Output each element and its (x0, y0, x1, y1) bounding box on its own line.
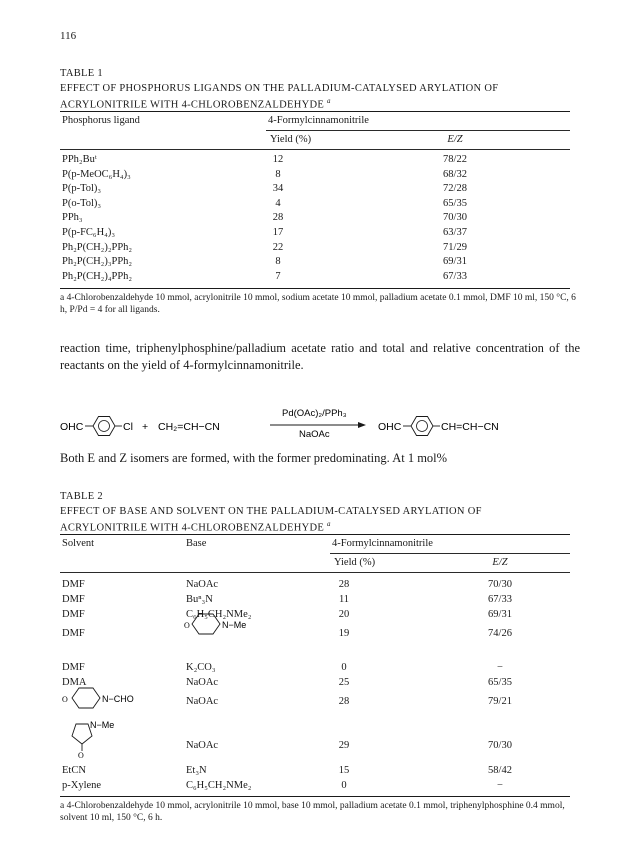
table1-cell-ligand: PPh₂Buᵗ (62, 154, 97, 165)
table1-bottom-rule (60, 288, 570, 289)
table1-col-ligand: Phosphorus ligand (62, 115, 140, 126)
table1-cell-ez: 63/37 (443, 227, 467, 238)
table1-cell-ligand: P(p-MeOC₆H₄)₃ (62, 168, 131, 180)
table2-cell-solvent: DMF (62, 662, 85, 673)
table1-col-group: 4-Formylcinnamonitrile (268, 115, 369, 126)
table2-col-ez: E/Z (492, 557, 508, 568)
table2-top-rule (60, 534, 570, 535)
table2-cell-base: NaOAc (186, 579, 219, 590)
table2-cell-ez: 67/33 (488, 594, 512, 605)
table2-cell-base: NaOAc (186, 740, 219, 751)
table1-cell-yield: 4 (275, 197, 281, 209)
table1-group-rule (266, 130, 570, 131)
table1-title-text: EFFECT OF PHOSPHORUS LIGANDS ON THE PALLADIUM-CATALYSED ARYLATION OF ACRYLONITRILE WITH 4-CHLOROBENZALDEHYDE (60, 83, 499, 111)
t2-struct-o-2: O (78, 751, 84, 758)
table1-title (60, 82, 570, 112)
benzene-ring-icon (411, 417, 433, 436)
table2-cell-ez: 65/35 (488, 677, 512, 688)
table1-cell-yield: 34 (272, 183, 284, 195)
paragraph-2: Both E and Z isomers are formed, with the former predominating. At 1 mol% (60, 451, 448, 465)
table2-cell-yield: 15 (338, 765, 350, 776)
table1-cell-ligand: Ph₂P(CH₂)₃PPh₂ (62, 256, 133, 268)
table1-col-ez: E/Z (447, 134, 463, 145)
table1-footnote: a 4-Chlorobenzaldehyde 10 mmol, acrylonitrile 10 mmol, sodium acetate 10 mmol, palladium acetate 0.1 mmol, DMF 10 ml, 150 °C, 6 h, P/Pd = 4 for all ligands. (60, 293, 576, 315)
table2-col-group: 4-Formylcinnamonitrile (332, 538, 433, 549)
table2-footnote: a 4-Chlorobenzaldehyde 10 mmol, acrylonitrile 10 mmol, base 10 mmol, palladium acetate 0.1 mmol, triphenylphosphine 0.4 mmol, solvent 10 ml, 150 °C, 6 h. (60, 801, 565, 823)
table2-cell-base: K₂CO₃ (186, 662, 216, 673)
paragraph-1: reaction time, triphenylphosphine/palladium acetate ratio and total and relative concentration of the reactants on the yield of 4-formylcinnamonitrile. (60, 341, 580, 372)
table2-cell-yield: 25 (338, 677, 350, 688)
table1-cell-yield: 22 (272, 241, 284, 253)
table1-cell-yield: 12 (272, 154, 284, 165)
table2-cell-yield: 28 (338, 579, 350, 590)
table2-cell-solvent: DMF (62, 628, 85, 639)
t2-struct-o-1: O (62, 695, 68, 704)
t2-struct-label-3: N−Me (90, 720, 115, 730)
table2-cell-ez: 58/42 (488, 765, 512, 776)
scheme-reactant1-right: Cl (123, 421, 133, 433)
table2-col-yield: Yield (%) (334, 557, 376, 568)
table2-group-rule (330, 553, 570, 554)
table2-label: TABLE 2 (60, 491, 103, 502)
table2-cell-ez: 70/30 (488, 740, 512, 751)
table1-top-rule (60, 111, 570, 112)
table2-cell-yield: 19 (338, 628, 350, 639)
table1-cell-yield: 17 (272, 227, 284, 238)
benzene-ring-icon (93, 417, 115, 436)
table2-cell-base: C₆H₅CH₂NMe₂ (186, 609, 252, 620)
table2-cell-solvent: EtCN (62, 765, 86, 776)
table2-col-solvent: Solvent (62, 538, 95, 549)
table2-cell-ez: − (497, 662, 503, 673)
morpholine-structure-icon (184, 610, 264, 638)
table2-cell-yield: 0 (341, 662, 347, 673)
scheme-reactant1-left: OHC (60, 421, 84, 433)
table2-cell-solvent: DMF (62, 609, 85, 620)
table2-cell-base: C₆H₅CH₂NMe₂ (186, 780, 252, 791)
scheme-product-right: CH=CH−CN (441, 421, 499, 433)
table2-col-base: Base (186, 538, 207, 549)
table2-cell-base: Et₃N (186, 765, 207, 776)
table1-header-rule (60, 149, 570, 150)
table1-cell-yield: 7 (275, 270, 281, 282)
formylmorpholine-structure-icon (60, 684, 150, 712)
scheme-reactant2: CH₂=CH−CN (158, 421, 220, 433)
table2-cell-solvent: DMF (62, 579, 85, 590)
table2-cell-yield: 0 (341, 780, 347, 791)
table2-cell-ez: 79/21 (488, 696, 512, 707)
table2-cell-solvent: DMA (62, 677, 87, 688)
table1-cell-ez: 71/29 (443, 241, 467, 253)
table2-cell-base: NaOAc (186, 696, 219, 707)
table2-cell-ez: − (497, 780, 503, 791)
n-methylpyrrolidone-structure-icon (60, 716, 150, 758)
table1-cell-ez: 78/22 (443, 154, 467, 165)
table1-col-yield: Yield (%) (270, 134, 312, 145)
table1-cell-ez: 70/30 (443, 212, 467, 224)
table1-cell-ligand: P(p-FC₆H₄)₃ (62, 227, 115, 238)
table2-header-rule (60, 572, 570, 573)
table2-cell-ez: 69/31 (488, 609, 512, 620)
table1-cell-ligand: PPh₃ (62, 212, 83, 224)
table1-cell-ligand: Ph₂P(CH₂)₄PPh₂ (62, 270, 133, 282)
table2-cell-base: Buⁿ₃N (186, 594, 213, 605)
page-number: 116 (60, 30, 77, 42)
svg-text:O: O (184, 621, 190, 630)
table2-bottom-rule (60, 796, 570, 797)
table2-title-text: EFFECT OF BASE AND SOLVENT ON THE PALLADIUM-CATALYSED ARYLATION OF ACRYLONITRILE WITH 4-CHLOROBENZALDEHYDE (60, 506, 482, 534)
reaction-scheme (60, 404, 580, 440)
table1-cell-yield: 8 (275, 256, 281, 268)
table2-title (60, 505, 570, 535)
table2-cell-yield: 28 (338, 696, 350, 707)
table2-cell-yield: 20 (338, 609, 350, 620)
table2-cell-yield: 29 (338, 740, 350, 751)
table1-title-note: a (327, 97, 331, 105)
table1-cell-ez: 67/33 (443, 270, 467, 282)
table1-cell-ez: 65/35 (443, 197, 467, 209)
table1-cell-yield: 8 (275, 168, 281, 180)
table1-cell-ez: 69/31 (443, 256, 467, 268)
table1-cell-yield: 28 (272, 212, 284, 224)
table2-cell-solvent: p-Xylene (62, 780, 102, 791)
table1-cell-ligand: P(p-Tol)₃ (62, 183, 102, 195)
table2-cell-solvent: DMF (62, 594, 85, 605)
table2-title-note: a (327, 520, 331, 528)
t2-struct-label-2: N−CHO (102, 694, 134, 704)
table2-cell-ez: 70/30 (488, 579, 512, 590)
table2-cell-ez: 74/26 (488, 628, 512, 639)
scheme-catalyst: Pd(OAc)₂/PPh₃ (282, 408, 347, 419)
scheme-product-left: OHC (378, 421, 402, 433)
table2-cell-yield: 11 (338, 594, 350, 605)
scheme-base: NaOAc (299, 429, 330, 440)
scheme-plus: + (142, 421, 149, 433)
table1-label: TABLE 1 (60, 68, 103, 79)
table1-cell-ligand: P(o-Tol)₃ (62, 197, 102, 209)
table1-cell-ligand: Ph₂P(CH₂)₂PPh₂ (62, 241, 133, 253)
table2-cell-base: NaOAc (186, 677, 219, 688)
t2-struct-label-1: N−Me (222, 620, 247, 630)
table1-cell-ez: 68/32 (443, 168, 467, 180)
table1-cell-ez: 72/28 (443, 183, 467, 195)
